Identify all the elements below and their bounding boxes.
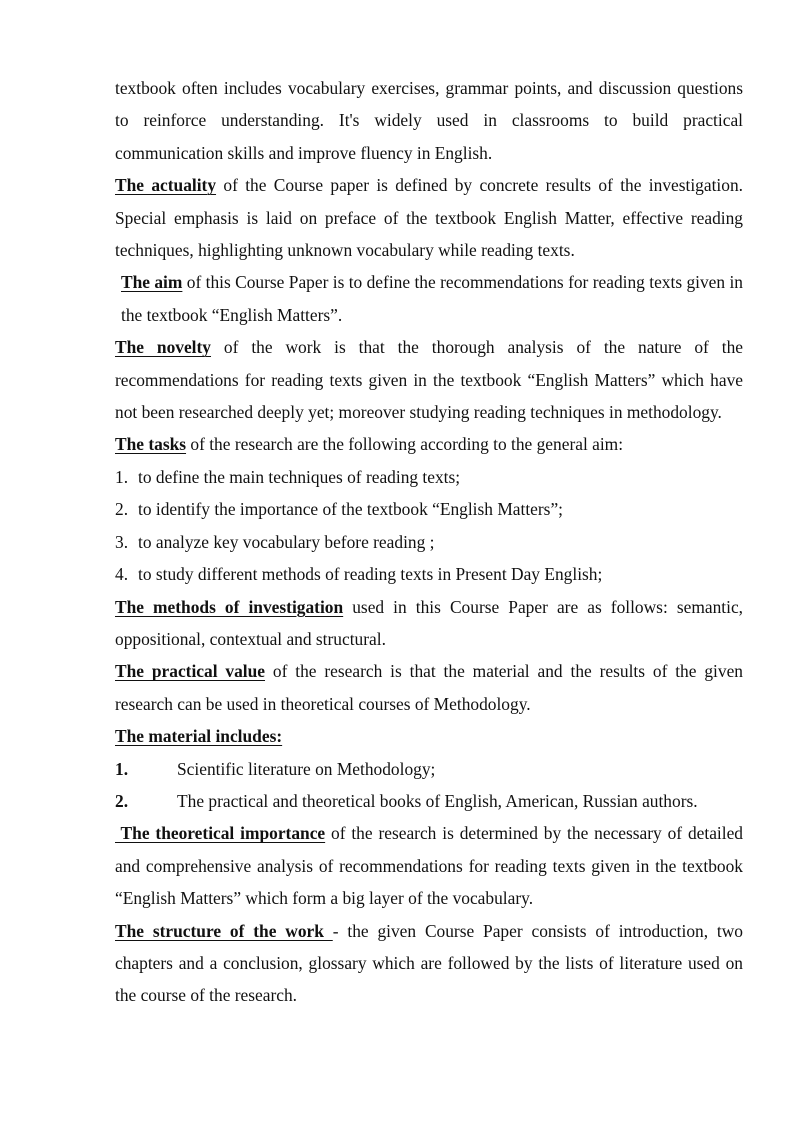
aim-text: of this Course Paper is to define the recommendations for reading texts given in the textbook “English Matters”.	[121, 272, 743, 325]
practical-value-paragraph	[115, 655, 743, 720]
structure-text: - the given Course Paper consists of introduction, two chapters and a conclusion, glossary which are followed by the lists of literature used on the course of the research.	[115, 920, 743, 1006]
tasks-term: The tasks	[115, 434, 187, 455]
list-item-text: The practical and theoretical books of English, American, Russian authors.	[177, 790, 698, 811]
list-item	[115, 526, 743, 558]
methods-term: The methods of investigation	[115, 596, 344, 617]
list-item-number: 3.	[115, 531, 129, 552]
tasks-text: of the research are the following according to the general aim:	[186, 434, 624, 455]
intro-continuation-text: textbook often includes vocabulary exercises, grammar points, and discussion questions to reinforce understanding. It's widely used in classrooms to build practical communication skills and improve fluency in English.	[115, 78, 743, 163]
tasks-list	[115, 461, 743, 591]
theoretical-importance-paragraph	[115, 817, 743, 914]
methods-text: used in this Course Paper are as follows: semantic, oppositional, contextual and structural.	[115, 596, 744, 649]
list-item	[115, 753, 743, 785]
list-item-number: 4.	[115, 564, 129, 585]
actuality-term: The actuality	[115, 175, 217, 196]
list-item	[115, 785, 743, 817]
novelty-paragraph	[115, 331, 743, 428]
list-item-number: 2.	[115, 499, 129, 520]
list-item-number: 1.	[115, 466, 129, 487]
list-item-number: 1.	[115, 758, 129, 779]
structure-term: The structure of the work	[115, 920, 333, 941]
list-item-text: Scientific literature on Methodology;	[177, 758, 436, 779]
practical-value-term: The practical value	[115, 661, 266, 682]
novelty-term: The novelty	[115, 337, 212, 358]
material-term: The material includes:	[115, 726, 283, 747]
actuality-paragraph	[115, 169, 743, 266]
material-heading	[115, 720, 743, 752]
list-item-text: to identify the importance of the textbook “English Matters”;	[138, 499, 563, 520]
structure-paragraph	[115, 915, 743, 1012]
aim-term: The aim	[121, 272, 183, 293]
list-item	[115, 558, 743, 590]
material-list	[115, 753, 743, 818]
list-item-text: to define the main techniques of reading texts;	[138, 466, 461, 487]
intro-continuation-paragraph	[115, 72, 743, 169]
list-item-text: to analyze key vocabulary before reading ;	[138, 531, 435, 552]
actuality-text: of the Course paper is defined by concrete results of the investigation. Special emphasis is laid on preface of the textbook English Matter, effective reading techniques, highlighting unknown vocabulary while reading texts.	[115, 175, 743, 261]
theoretical-importance-term: The theoretical importance	[115, 823, 326, 844]
novelty-text: of the work is that the thorough analysis of the nature of the recommendations for reading texts given in the textbook “English Matters” which have not been researched deeply yet; moreover studying reading techniques in methodology.	[115, 337, 744, 423]
list-item	[115, 461, 743, 493]
list-item-number: 2.	[115, 790, 129, 811]
practical-value-text: of the research is that the material and the results of the given research can be used in theoretical courses of Methodology.	[115, 661, 743, 714]
theoretical-importance-text: of the research is determined by the necessary of detailed and comprehensive analysis of recommendations for reading texts given in the textbook “English Matters” which form a big layer of the vocabulary.	[115, 823, 743, 909]
tasks-paragraph	[115, 428, 743, 460]
methods-paragraph	[115, 591, 743, 656]
aim-paragraph	[115, 266, 743, 331]
list-item	[115, 493, 743, 525]
list-item-text: to study different methods of reading texts in Present Day English;	[138, 564, 603, 585]
document-page	[115, 72, 743, 1012]
